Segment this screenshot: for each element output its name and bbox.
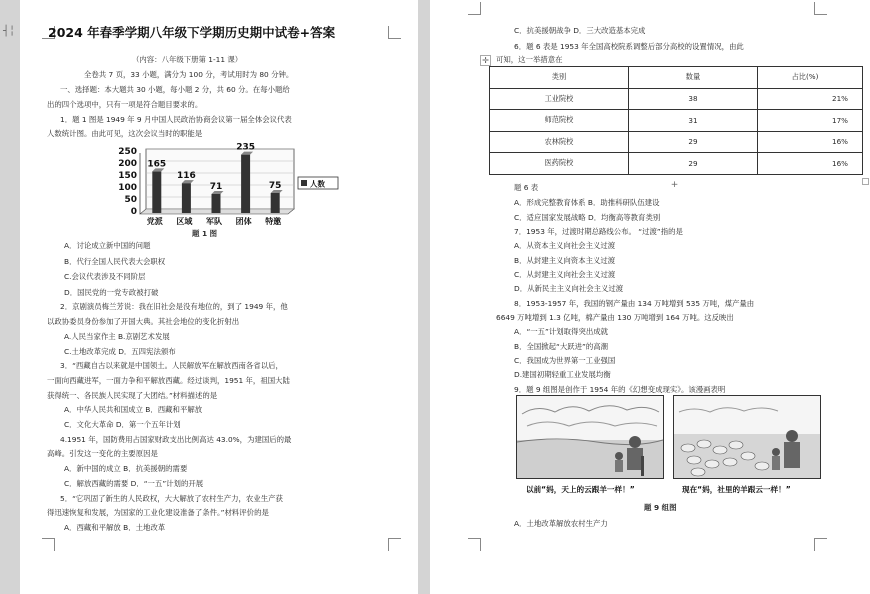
text-line: C．适应国家发展战略 D．均衡高等教育类别 — [514, 213, 661, 222]
delegate-count-bar-chart — [112, 141, 340, 225]
table-row — [490, 153, 863, 175]
text-line: 高峰。引发这一变化的主要原因是 — [47, 449, 158, 458]
chart-x-tick-label: 军队 — [206, 217, 222, 225]
chart-legend-swatch — [301, 180, 307, 186]
chart-y-tick-label: 250 — [118, 147, 137, 157]
text-line: D．从新民主主义向社会主义过渡 — [514, 284, 624, 293]
chart-y-tick-label: 100 — [118, 183, 137, 193]
page-title: 2024 年春季学期八年级下学期历史期中试卷+答案 — [48, 25, 336, 40]
text-cursor-icon: ┤╎ — [2, 26, 16, 37]
text-line: C．我国成为世界第一工业强国 — [514, 356, 616, 365]
table-row — [490, 110, 863, 132]
table-cell: 38 — [629, 88, 758, 110]
text-line: C.土地改革完成 D．五四宪法颁布 — [64, 347, 176, 356]
text-line: 4.1951 年，国防费用占国家财政支出比例高达 43.0%，为建国后的最 — [60, 435, 292, 444]
table-move-handle[interactable]: ✛ — [480, 55, 491, 66]
text-line: C．文化大革命 D．第一个五年计划 — [64, 420, 181, 429]
text-line: 可知，这一举措意在 — [496, 55, 563, 64]
chart-bar — [152, 171, 161, 213]
text-line: A．西藏和平解放 B．土地改革 — [64, 523, 166, 532]
text-line: A．土地改革解放农村生产力 — [514, 519, 608, 528]
table-row — [490, 88, 863, 110]
text-line: D．国民党的一党专政被打破 — [64, 288, 159, 297]
text-line: 9．题 9 组图是创作于 1954 年的《幻想变成现实》。该漫画表明 — [514, 385, 726, 394]
page-corner-mark — [388, 26, 401, 39]
text-line: 6649 万吨增到 1.3 亿吨，棉产量由 130 万吨增到 164 万吨。这反映出 — [496, 313, 734, 322]
figure-caption: 题 1 图 — [192, 229, 218, 238]
table-header-cell: 类别 — [490, 67, 629, 89]
table-cell: 17% — [758, 110, 863, 132]
table-caption: 题 6 表 — [514, 183, 539, 192]
chart-bar — [241, 155, 250, 213]
text-line: 获得统一、各民族人民实现了大团结。”材料描述的是 — [47, 391, 218, 400]
chart-y-tick-label: 200 — [118, 159, 137, 169]
page-corner-mark — [814, 2, 827, 15]
page-corner-mark — [468, 2, 481, 15]
text-line: 7．1953 年，过渡时期总路线公布。 “过渡”指的是 — [514, 227, 683, 236]
text-line: A．“一五”计划取得突出成就 — [514, 327, 609, 336]
text-line: 8．1953-1957 年，我国的钢产量由 134 万吨增到 535 万吨，煤产量由 — [514, 299, 755, 308]
text-line: A．讨论成立新中国的问题 — [64, 241, 151, 250]
table-cell: 医药院校 — [490, 153, 629, 175]
chart-y-tick-label: 50 — [124, 195, 137, 205]
text-line: 人数统计图。由此可见，这次会议当时的职能是 — [47, 129, 203, 138]
cartoon-before-image — [516, 395, 664, 479]
text-line: 以政协委员身份参加了开国大典。其社会地位的变化折射出 — [47, 317, 240, 326]
document-page-left — [20, 0, 418, 594]
cartoon-after-image — [673, 395, 821, 479]
chart-bar — [212, 194, 221, 213]
page-corner-mark — [388, 538, 401, 551]
table-cell: 21% — [758, 88, 863, 110]
text-line: A．中华人民共和国成立 B．西藏和平解放 — [64, 405, 203, 414]
text-line: C．抗美援朝战争 D．三大改造基本完成 — [514, 26, 646, 35]
cartoon-after-caption: 现在“妈，社里的羊跟云一样！” — [682, 485, 791, 494]
text-line: A．形成完整教育体系 B．助推科研队伍建设 — [514, 198, 660, 207]
text-line: A．从资本主义向社会主义过渡 — [514, 241, 616, 250]
text-line: 5．“它巩固了新生的人民政权，大大解放了农村生产力，农业生产获 — [60, 494, 283, 503]
table-cell: 师范院校 — [490, 110, 629, 132]
text-line: 6．题 6 表是 1953 年全国高校院系调整后部分高校的设置情况，由此 — [514, 42, 744, 51]
table-cell: 29 — [629, 131, 758, 153]
table-cell: 31 — [629, 110, 758, 132]
table-add-row-handle[interactable]: + — [670, 180, 679, 190]
table-row — [490, 131, 863, 153]
table-cell: 工业院校 — [490, 88, 629, 110]
chart-x-tick-label: 区域 — [176, 217, 193, 225]
chart-data-label: 235 — [236, 142, 255, 153]
text-line: 得迅速恢复和发展，为国家的工业化建设准备了条件。”材料评价的是 — [47, 508, 269, 517]
text-line: C.会议代表涉及不同阶层 — [64, 272, 146, 281]
table-resize-handle[interactable] — [862, 178, 869, 185]
table-cell: 29 — [629, 153, 758, 175]
text-line: D.建国初期轻重工业发展均衡 — [514, 370, 611, 379]
text-line: 2．京剧演员梅兰芳说：我在旧社会是没有地位的，到了 1949 年，他 — [60, 302, 288, 311]
table-header-cell: 占比(%) — [758, 67, 863, 89]
text-line: 一面向西藏进军，一面力争和平解放西藏。经过谈判，1951 年，祖国大陆 — [47, 376, 290, 385]
chart-bar — [271, 193, 280, 213]
college-table — [489, 66, 863, 175]
document-page-right — [430, 0, 870, 594]
text-line: B．从封建主义向资本主义过渡 — [514, 256, 616, 265]
chart-data-label: 75 — [268, 181, 282, 191]
chart-bar — [182, 183, 191, 213]
chart-legend-label: 人数 — [310, 179, 325, 189]
chart-y-tick-label: 0 — [130, 207, 137, 217]
chart-x-tick-label: 团体 — [235, 217, 252, 225]
table-cell: 农林院校 — [490, 131, 629, 153]
table-cell: 16% — [758, 131, 863, 153]
table-cell: 16% — [758, 153, 863, 175]
cartoon-before-caption: 以前“妈，天上的云跟羊一样！” — [526, 485, 635, 494]
text-line: （内容：八年级下册第 1-11 课） — [132, 55, 243, 64]
text-line: 一、选择题：本大题共 30 小题，每小题 2 分，共 60 分。在每小题给 — [60, 85, 290, 94]
text-line: 3．“西藏自古以来就是中国领土。人民解放军在解放西南各省以后， — [60, 361, 283, 370]
table-header-cell: 数量 — [629, 67, 758, 89]
text-line: 1．题 1 图是 1949 年 9 月中国人民政治协商会议第一届全体会议代表 — [60, 115, 292, 124]
text-line: 出的四个选项中，只有一项是符合题目要求的。 — [47, 100, 203, 109]
text-line: A.人民当家作主 B.京剧艺术发展 — [64, 332, 170, 341]
chart-data-label: 71 — [209, 181, 223, 192]
table-header-row — [490, 67, 863, 89]
page-corner-mark — [814, 538, 827, 551]
chart-x-tick-label: 党派 — [146, 217, 163, 225]
page-corner-mark — [468, 538, 481, 551]
text-line: B．代行全国人民代表大会职权 — [64, 257, 166, 266]
figure-caption: 题 9 组图 — [644, 503, 677, 512]
page-corner-mark — [42, 538, 55, 551]
text-line: A．新中国的成立 B．抗美援朝的需要 — [64, 464, 188, 473]
text-line: B．全国掀起“大跃进”的高潮 — [514, 342, 609, 351]
chart-y-tick-label: 150 — [118, 171, 137, 181]
chart-data-label: 165 — [147, 159, 167, 170]
text-line: C．解放西藏的需要 D．“一五”计划的开展 — [64, 479, 204, 488]
text-line: 全卷共 7 页，33 小题，满分为 100 分，考试用时为 80 分钟。 — [84, 70, 294, 79]
chart-data-label: 116 — [177, 171, 196, 182]
text-line: C．从封建主义向社会主义过渡 — [514, 270, 616, 279]
chart-x-tick-label: 特邀 — [265, 217, 282, 225]
